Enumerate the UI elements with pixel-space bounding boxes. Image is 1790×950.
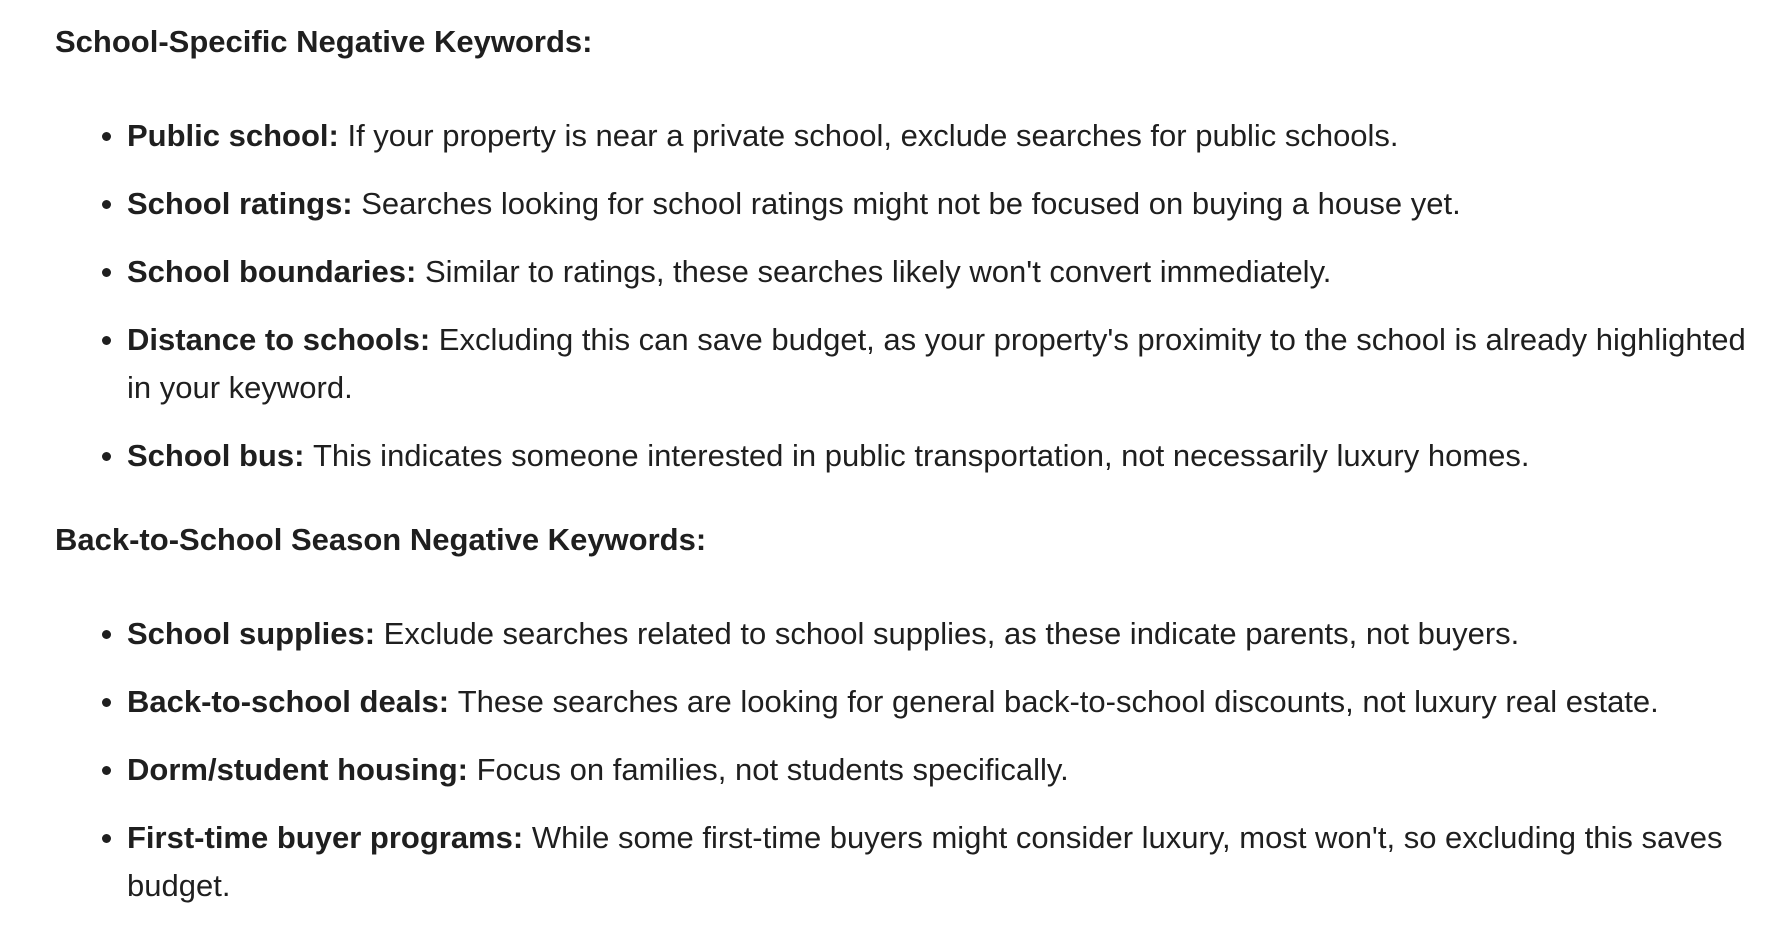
keyword-term: School bus: (127, 438, 313, 473)
keyword-term: Distance to schools: (127, 322, 439, 357)
keyword-description: These searches are looking for general back-to-school discounts, not luxury real estate. (457, 684, 1659, 719)
keyword-term: Back-to-school deals: (127, 684, 458, 719)
keyword-term: School ratings: (127, 186, 362, 221)
keyword-description: If your property is near a private school, exclude searches for public schools. (347, 118, 1399, 153)
keyword-description: Exclude searches related to school supplies, as these indicate parents, not buyers. (383, 616, 1520, 651)
bullet-icon (102, 766, 111, 775)
keyword-description: Focus on families, not students specifically. (476, 752, 1069, 787)
bullet-icon (102, 452, 111, 461)
bullet-icon (102, 834, 111, 843)
keyword-description: Similar to ratings, these searches likely won't convert immediately. (424, 254, 1332, 289)
list-item (55, 814, 1755, 910)
keyword-description: Searches looking for school ratings might not be focused on buying a house yet. (361, 186, 1461, 221)
bullet-icon (102, 336, 111, 345)
bullet-icon (102, 200, 111, 209)
section-heading-school-specific: School-Specific Negative Keywords: (55, 24, 593, 59)
keyword-description: This indicates someone interested in public transportation, not necessarily luxury homes. (313, 438, 1530, 473)
keyword-term: Public school: (127, 118, 348, 153)
keyword-term: Dorm/student housing: (127, 752, 477, 787)
back-to-school-keyword-list (55, 610, 1755, 910)
keyword-term: School supplies: (127, 616, 384, 651)
bullet-icon (102, 268, 111, 277)
bullet-icon (102, 698, 111, 707)
bullet-icon (102, 630, 111, 639)
bullet-icon (102, 132, 111, 141)
list-item (55, 678, 1755, 726)
list-item (55, 180, 1755, 228)
keyword-description: While some first-time buyers might consider luxury, most won't, so excluding this saves budget. (127, 820, 1723, 903)
keyword-term: School boundaries: (127, 254, 425, 289)
list-item (55, 610, 1755, 658)
keyword-term: First-time buyer programs: (127, 820, 532, 855)
list-item (55, 112, 1755, 160)
list-item (55, 432, 1755, 480)
list-item (55, 746, 1755, 794)
keyword-description: Excluding this can save budget, as your property's proximity to the school is already highlighted in your keyword. (127, 322, 1746, 405)
section-heading-back-to-school: Back-to-School Season Negative Keywords: (55, 522, 707, 557)
list-item (55, 316, 1755, 412)
document-content (55, 18, 1755, 910)
list-item (55, 248, 1755, 296)
school-specific-keyword-list (55, 112, 1755, 480)
